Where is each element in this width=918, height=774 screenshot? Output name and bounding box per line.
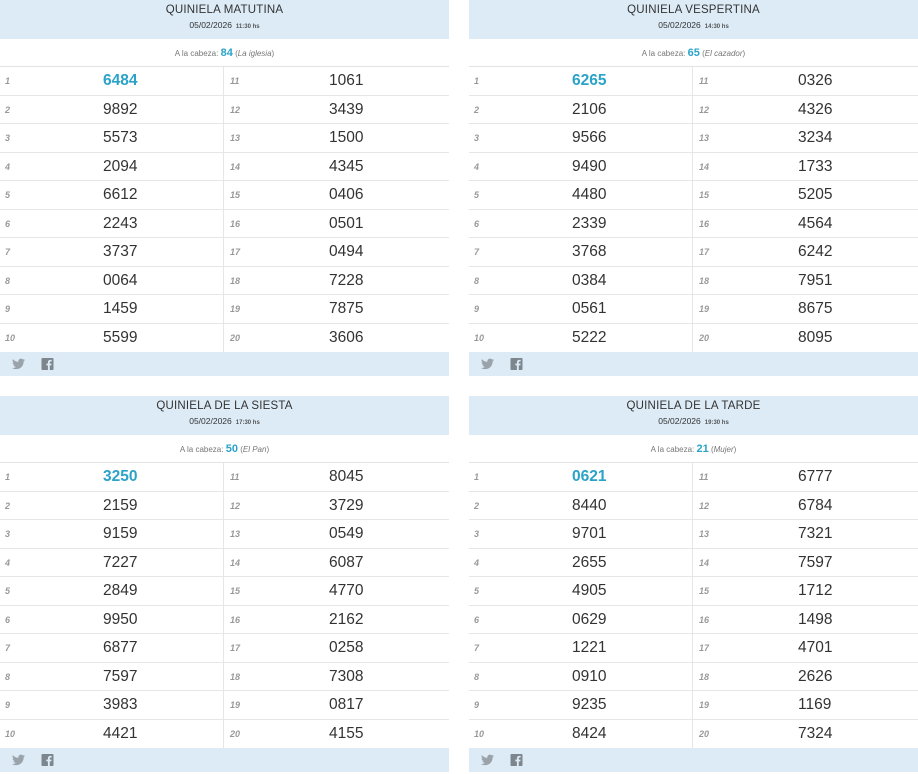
- cabeza-label: A la cabeza:: [179, 445, 224, 454]
- position-number: 4: [5, 557, 11, 568]
- drawn-number: 6242: [798, 243, 833, 260]
- draw-date: [469, 19, 918, 34]
- card-title: QUINIELA DE LA SIESTA: [156, 400, 293, 412]
- table-row: [0, 691, 449, 720]
- position-number: 14: [699, 557, 710, 568]
- drawn-number: 1459: [103, 300, 138, 317]
- position-number: 3: [474, 529, 480, 539]
- share-bar: [0, 352, 449, 376]
- drawn-number: 4155: [329, 724, 364, 742]
- results-table: [0, 463, 449, 748]
- results-table: [469, 67, 918, 352]
- quiniela-card: [469, 0, 918, 376]
- facebook-icon[interactable]: [41, 358, 54, 370]
- drawn-number: 6087: [329, 553, 364, 571]
- table-row: [469, 634, 918, 663]
- quiniela-card: [469, 396, 918, 772]
- drawn-number: 7597: [103, 667, 138, 685]
- card-title: QUINIELA DE LA TARDE: [626, 400, 761, 412]
- drawn-number: 1733: [798, 157, 833, 175]
- table-row: [0, 663, 449, 692]
- drawn-number: 5599: [103, 328, 138, 346]
- table-row: [469, 238, 918, 267]
- time-text: 14:30 hs: [704, 24, 729, 30]
- table-row: [469, 153, 918, 182]
- drawn-number: 5222: [572, 328, 607, 346]
- position-number: 2: [5, 104, 11, 115]
- cabeza-meaning: La iglesia: [237, 49, 272, 58]
- drawn-number: 8045: [329, 468, 364, 485]
- cabeza-number: 84: [220, 47, 233, 59]
- twitter-icon[interactable]: [12, 754, 25, 766]
- position-number: 5: [5, 190, 11, 200]
- results-table: [469, 463, 918, 748]
- position-number: 15: [230, 190, 241, 200]
- table-row: [0, 634, 449, 663]
- drawn-number: 7308: [329, 667, 364, 685]
- drawn-number: 8440: [572, 496, 607, 514]
- drawn-number: 6265: [572, 72, 607, 89]
- table-row: [0, 463, 449, 492]
- table-row: [0, 153, 449, 182]
- drawn-number: 9159: [103, 525, 138, 542]
- drawn-number: 4326: [798, 100, 833, 118]
- position-number: 10: [5, 332, 16, 343]
- position-number: 11: [699, 472, 709, 482]
- table-row: [0, 181, 449, 210]
- drawn-number: 8675: [798, 300, 833, 317]
- position-number: 11: [230, 76, 240, 86]
- table-row: [469, 124, 918, 153]
- position-number: 7: [474, 247, 480, 257]
- facebook-icon[interactable]: [510, 358, 523, 370]
- position-number: 19: [699, 304, 710, 314]
- drawn-number: 3983: [103, 696, 138, 713]
- date-text: 05/02/2026: [658, 416, 701, 426]
- drawn-number: 0910: [572, 667, 607, 685]
- facebook-icon[interactable]: [41, 754, 54, 766]
- position-number: 3: [5, 529, 11, 539]
- table-row: [469, 67, 918, 96]
- position-number: 1: [5, 472, 11, 482]
- drawn-number: 0064: [103, 271, 138, 289]
- table-row: [469, 324, 918, 353]
- table-row: [469, 720, 918, 749]
- drawn-number: 3768: [572, 243, 607, 260]
- drawn-number: 6877: [103, 639, 138, 656]
- table-row: [0, 577, 449, 606]
- drawn-number: 6484: [103, 72, 138, 89]
- drawn-number: 4905: [572, 582, 607, 599]
- position-number: 14: [230, 161, 241, 172]
- position-number: 20: [699, 728, 710, 739]
- position-number: 2: [474, 500, 480, 511]
- table-row: [469, 606, 918, 635]
- position-number: 5: [474, 190, 480, 200]
- drawn-number: 0621: [572, 468, 607, 485]
- cabeza-meaning: El cazador: [704, 49, 743, 58]
- position-number: 19: [699, 700, 710, 710]
- drawn-number: 7324: [798, 724, 833, 742]
- position-number: 8: [5, 275, 11, 286]
- card-header: [469, 0, 918, 39]
- drawn-number: 1169: [798, 696, 832, 713]
- table-row: [469, 691, 918, 720]
- position-number: 15: [699, 190, 710, 200]
- table-row: [469, 96, 918, 125]
- cabeza-line: A la cabeza: 65 (El cazador): [469, 39, 918, 67]
- table-row: [0, 238, 449, 267]
- drawn-number: 9235: [572, 696, 607, 713]
- date-text: 05/02/2026: [189, 20, 232, 30]
- table-row: [469, 549, 918, 578]
- position-number: 7: [5, 247, 11, 257]
- drawn-number: 6777: [798, 468, 833, 485]
- position-number: 9: [474, 700, 480, 710]
- drawn-number: 0817: [329, 696, 364, 713]
- position-number: 1: [474, 76, 480, 86]
- cabeza-meaning: El Pan: [242, 445, 267, 454]
- drawn-number: 1712: [798, 582, 833, 599]
- drawn-number: 0384: [572, 271, 607, 289]
- table-row: [0, 210, 449, 239]
- position-number: 13: [230, 133, 241, 143]
- position-number: 18: [699, 671, 710, 682]
- share-bar: [469, 352, 918, 376]
- position-number: 6: [5, 218, 11, 229]
- drawn-number: 2159: [103, 496, 138, 514]
- drawn-number: 8095: [798, 328, 833, 346]
- drawn-number: 3439: [329, 100, 364, 118]
- position-number: 18: [230, 671, 241, 682]
- position-number: 15: [699, 586, 710, 596]
- position-number: 16: [699, 614, 710, 625]
- drawn-number: 1498: [798, 610, 833, 628]
- date-text: 05/02/2026: [189, 416, 232, 426]
- cabeza-line: A la cabeza: 50 (El Pan): [0, 435, 449, 463]
- position-number: 4: [474, 557, 480, 568]
- position-number: 12: [699, 104, 710, 115]
- drawn-number: 3737: [103, 243, 138, 260]
- table-row: [0, 324, 449, 353]
- cabeza-line: A la cabeza: 84 (La iglesia): [0, 39, 449, 67]
- drawn-number: 4770: [329, 582, 364, 599]
- position-number: 9: [5, 304, 11, 314]
- drawn-number: 7228: [329, 271, 364, 289]
- drawn-number: 9892: [103, 100, 138, 118]
- position-number: 14: [699, 161, 710, 172]
- table-row: [0, 267, 449, 296]
- position-number: 19: [230, 304, 241, 314]
- position-number: 4: [5, 161, 11, 172]
- cabeza-number: 50: [225, 443, 238, 455]
- table-row: [0, 520, 449, 549]
- position-number: 10: [474, 332, 485, 343]
- position-number: 17: [699, 643, 710, 653]
- position-number: 11: [230, 472, 240, 482]
- drawn-number: 2243: [103, 214, 138, 232]
- position-number: 16: [230, 614, 241, 625]
- drawn-number: 0561: [572, 300, 607, 317]
- card-title: QUINIELA MATUTINA: [165, 4, 284, 16]
- table-row: [0, 96, 449, 125]
- drawn-number: 2162: [329, 610, 364, 628]
- table-row: [469, 181, 918, 210]
- drawn-number: 9490: [572, 157, 607, 175]
- drawn-number: 0494: [329, 243, 364, 260]
- twitter-icon[interactable]: [481, 358, 494, 370]
- position-number: 19: [230, 700, 241, 710]
- position-number: 16: [230, 218, 241, 229]
- draw-date: [0, 415, 449, 430]
- table-row: [469, 492, 918, 521]
- drawn-number: 4480: [572, 186, 607, 203]
- table-row: [0, 606, 449, 635]
- drawn-number: 0629: [572, 610, 607, 628]
- drawn-number: 0326: [798, 72, 833, 89]
- position-number: 16: [699, 218, 710, 229]
- cabeza-number: 21: [696, 443, 709, 455]
- position-number: 6: [474, 218, 480, 229]
- twitter-icon[interactable]: [12, 358, 25, 370]
- position-number: 20: [230, 332, 241, 343]
- position-number: 8: [5, 671, 11, 682]
- position-number: 8: [474, 671, 480, 682]
- position-number: 20: [699, 332, 710, 343]
- cabeza-label: A la cabeza:: [174, 49, 219, 58]
- drawn-number: 0549: [329, 525, 364, 542]
- position-number: 13: [699, 133, 710, 143]
- drawn-number: 0501: [329, 214, 364, 232]
- table-row: [469, 577, 918, 606]
- position-number: 13: [699, 529, 710, 539]
- drawn-number: 2849: [103, 582, 138, 599]
- position-number: 12: [230, 104, 241, 115]
- drawn-number: 4564: [798, 214, 833, 232]
- position-number: 12: [699, 500, 710, 511]
- cabeza-label: A la cabeza:: [650, 445, 695, 454]
- position-number: 9: [474, 304, 480, 314]
- position-number: 2: [474, 104, 480, 115]
- drawn-number: 7875: [329, 300, 364, 317]
- cabeza-label: A la cabeza:: [641, 49, 686, 58]
- drawn-number: 5205: [798, 186, 833, 203]
- position-number: 18: [699, 275, 710, 286]
- drawn-number: 3729: [329, 496, 364, 514]
- table-row: [0, 492, 449, 521]
- position-number: 15: [230, 586, 241, 596]
- drawn-number: 4701: [798, 639, 833, 656]
- position-number: 3: [474, 133, 480, 143]
- table-row: [0, 124, 449, 153]
- position-number: 17: [699, 247, 710, 257]
- twitter-icon[interactable]: [481, 754, 494, 766]
- position-number: 12: [230, 500, 241, 511]
- position-number: 11: [699, 76, 709, 86]
- table-row: [0, 549, 449, 578]
- drawn-number: 8424: [572, 724, 607, 742]
- drawn-number: 4421: [103, 724, 138, 742]
- drawn-number: 6784: [798, 496, 833, 514]
- drawn-number: 1500: [329, 129, 364, 146]
- drawn-number: 9701: [572, 525, 607, 542]
- card-title: QUINIELA VESPERTINA: [627, 4, 760, 16]
- drawn-number: 2339: [572, 214, 607, 232]
- position-number: 7: [5, 643, 11, 653]
- quiniela-card: [0, 396, 449, 772]
- position-number: 6: [5, 614, 11, 625]
- position-number: 9: [5, 700, 11, 710]
- table-row: [0, 67, 449, 96]
- table-row: [469, 520, 918, 549]
- card-header: [0, 0, 449, 39]
- draw-date: [0, 19, 449, 34]
- position-number: 2: [5, 500, 11, 511]
- position-number: 17: [230, 247, 241, 257]
- table-row: [0, 295, 449, 324]
- drawn-number: 2626: [798, 667, 833, 685]
- position-number: 8: [474, 275, 480, 286]
- position-number: 1: [474, 472, 480, 482]
- cabeza-line: A la cabeza: 21 (Mujer): [469, 435, 918, 463]
- results-table: [0, 67, 449, 352]
- table-row: [469, 210, 918, 239]
- position-number: 17: [230, 643, 241, 653]
- table-row: [469, 295, 918, 324]
- quiniela-card: [0, 0, 449, 376]
- drawn-number: 0258: [329, 639, 364, 656]
- cabeza-meaning: Mujer: [713, 445, 734, 454]
- table-row: [469, 663, 918, 692]
- drawn-number: 2106: [572, 100, 607, 118]
- drawn-number: 7951: [798, 271, 833, 289]
- time-text: 17:30 hs: [235, 420, 260, 426]
- share-bar: [469, 748, 918, 772]
- drawn-number: 1061: [329, 72, 364, 89]
- card-header: [469, 396, 918, 435]
- drawn-number: 1221: [572, 639, 607, 656]
- drawn-number: 5573: [103, 129, 138, 146]
- drawn-number: 9566: [572, 129, 607, 146]
- drawn-number: 3250: [103, 468, 138, 485]
- table-row: [0, 720, 449, 749]
- position-number: 18: [230, 275, 241, 286]
- drawn-number: 7227: [103, 553, 138, 571]
- position-number: 10: [474, 728, 485, 739]
- share-bar: [0, 748, 449, 772]
- draw-date: [469, 415, 918, 430]
- time-text: 11:30 hs: [235, 24, 260, 30]
- position-number: 20: [230, 728, 241, 739]
- position-number: 4: [474, 161, 480, 172]
- position-number: 3: [5, 133, 11, 143]
- drawn-number: 0406: [329, 186, 364, 203]
- table-row: [469, 463, 918, 492]
- drawn-number: 7597: [798, 553, 833, 571]
- position-number: 14: [230, 557, 241, 568]
- drawn-number: 2094: [103, 157, 138, 175]
- position-number: 10: [5, 728, 16, 739]
- date-text: 05/02/2026: [658, 20, 701, 30]
- table-row: [469, 267, 918, 296]
- drawn-number: 9950: [103, 610, 138, 628]
- cabeza-number: 65: [687, 47, 700, 59]
- position-number: 6: [474, 614, 480, 625]
- position-number: 5: [5, 586, 11, 596]
- facebook-icon[interactable]: [510, 754, 523, 766]
- position-number: 5: [474, 586, 480, 596]
- drawn-number: 7321: [798, 525, 833, 542]
- drawn-number: 6612: [103, 186, 138, 203]
- drawn-number: 3234: [798, 129, 833, 146]
- card-header: [0, 396, 449, 435]
- drawn-number: 4345: [329, 157, 364, 175]
- drawn-number: 2655: [572, 553, 607, 571]
- position-number: 1: [5, 76, 11, 86]
- drawn-number: 3606: [329, 328, 364, 346]
- position-number: 7: [474, 643, 480, 653]
- position-number: 13: [230, 529, 241, 539]
- time-text: 19:30 hs: [704, 420, 729, 426]
